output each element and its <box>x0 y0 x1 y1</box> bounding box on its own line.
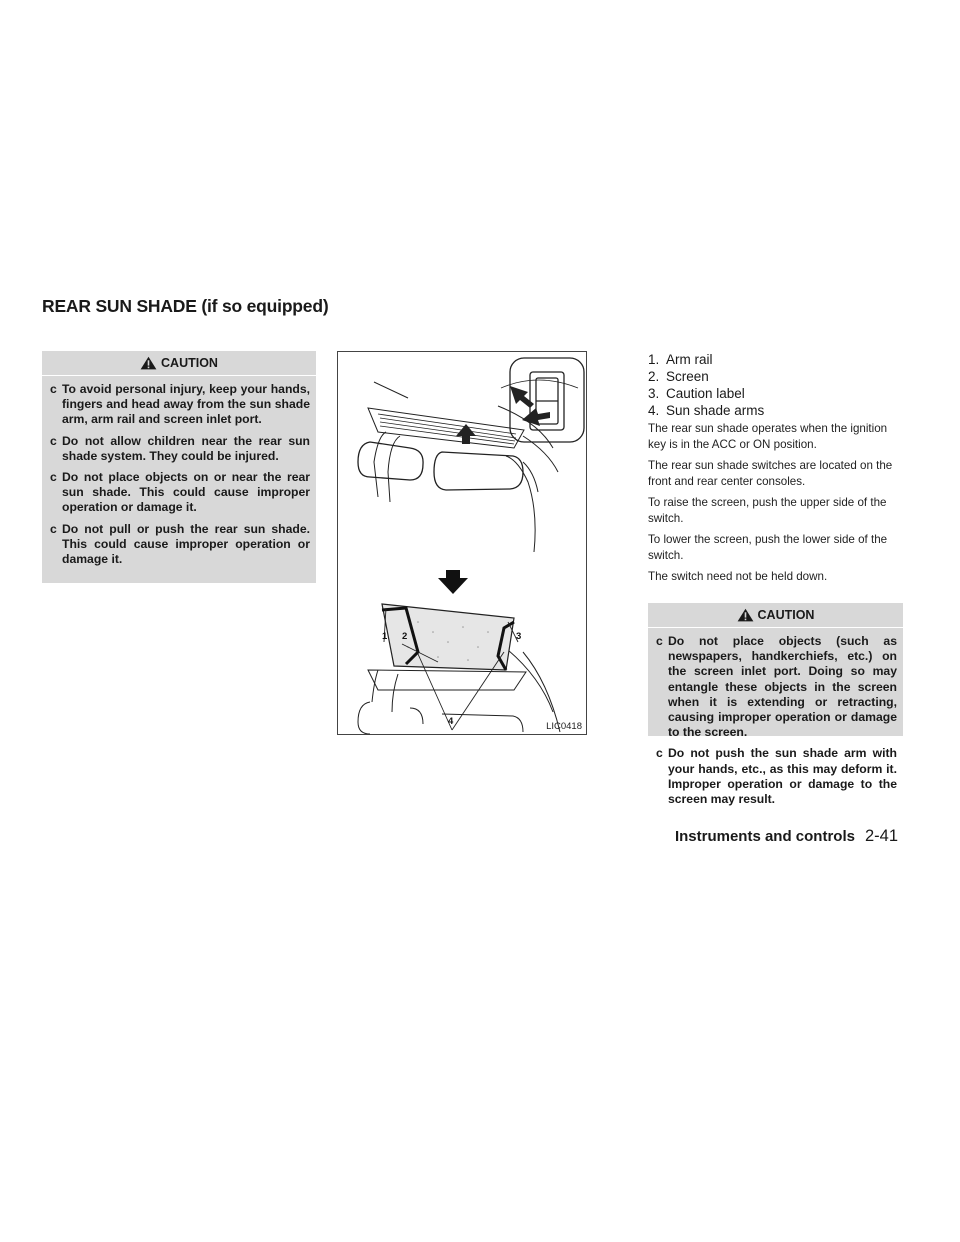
caution-heading: CAUTION <box>757 608 815 622</box>
legend-label: Caution label <box>666 386 745 401</box>
bullet: c <box>50 470 57 485</box>
figure-code: LIC0418 <box>546 721 582 732</box>
callout-1: 1 <box>382 631 388 642</box>
sun-shade-figure <box>337 351 587 735</box>
paragraph: To lower the screen, push the lower side of the switch. <box>648 533 888 563</box>
caution-item <box>50 470 310 516</box>
chapter-title: Instruments and controls <box>674 828 855 845</box>
legend-label: Sun shade arms <box>666 403 765 418</box>
paragraph: The rear sun shade switches are located on the front and rear center consoles. <box>648 459 893 489</box>
warning-triangle-icon <box>737 608 754 622</box>
legend-item <box>648 385 764 402</box>
caution-header <box>42 351 316 376</box>
page-number: 2-41 <box>864 827 898 845</box>
legend-label: Arm rail <box>666 352 713 367</box>
legend-item <box>648 402 764 419</box>
callout-2: 2 <box>402 631 408 642</box>
caution-item <box>656 634 897 740</box>
warning-triangle-icon <box>140 356 157 370</box>
sun-shade-illustration <box>338 352 588 736</box>
caution-item <box>50 434 310 464</box>
bullet: c <box>656 746 663 761</box>
caution-item-text: Do not place objects (such as newspapers, handkerchiefs, etc.) on the screen inlet port. Doing so may entangle these objects in the screen when it is extending or retracting, causing improper operation or damage to the screen. <box>668 634 897 740</box>
legend-number: 4. <box>648 403 660 418</box>
bullet: c <box>50 382 57 396</box>
callout-4: 4 <box>448 716 454 727</box>
paragraph: The switch need not be held down. <box>648 570 828 583</box>
caution-box-right <box>648 603 903 807</box>
caution-header <box>648 603 903 628</box>
caution-box-left <box>42 351 316 583</box>
bullet: c <box>50 433 57 448</box>
page-footer <box>675 827 898 846</box>
caution-item-text: Do not pull or push the rear sun shade. This could cause improper operation or damage it. <box>62 521 310 567</box>
legend-number: 3. <box>648 386 660 401</box>
caution-item <box>50 382 310 428</box>
bullet: c <box>50 521 57 536</box>
caution-item-text: Do not push the sun shade arm with your hands, etc., as this may deform it. Improper operation or damage to the screen may result. <box>668 746 897 807</box>
legend-number: 2. <box>648 369 660 384</box>
paragraph: To raise the screen, push the upper side of the switch. <box>648 496 887 526</box>
legend-item <box>648 351 764 368</box>
section-title: REAR SUN SHADE (if so equipped) <box>42 296 329 316</box>
legend-number: 1. <box>648 352 660 367</box>
caution-item <box>50 522 310 568</box>
caution-item <box>656 746 897 807</box>
legend-label: Screen <box>666 369 709 384</box>
caution-item-text: Do not allow children near the rear sun shade system. They could be injured. <box>62 433 310 463</box>
caution-item-text: Do not place objects on or near the rear sun shade. This could cause improper operation or damage it. <box>62 470 310 515</box>
caution-list <box>42 376 316 567</box>
paragraph: The rear sun shade operates when the ignition key is in the ACC or ON position. <box>648 422 888 452</box>
caution-heading: CAUTION <box>161 356 218 370</box>
caution-item-text: To avoid personal injury, keep your hands, fingers and head away from the sun shade arm, arm rail and screen inlet port. <box>62 382 310 427</box>
callout-3: 3 <box>516 631 522 642</box>
figure-legend <box>648 351 764 419</box>
caution-list <box>648 628 903 807</box>
bullet: c <box>656 634 663 648</box>
legend-item <box>648 368 764 385</box>
